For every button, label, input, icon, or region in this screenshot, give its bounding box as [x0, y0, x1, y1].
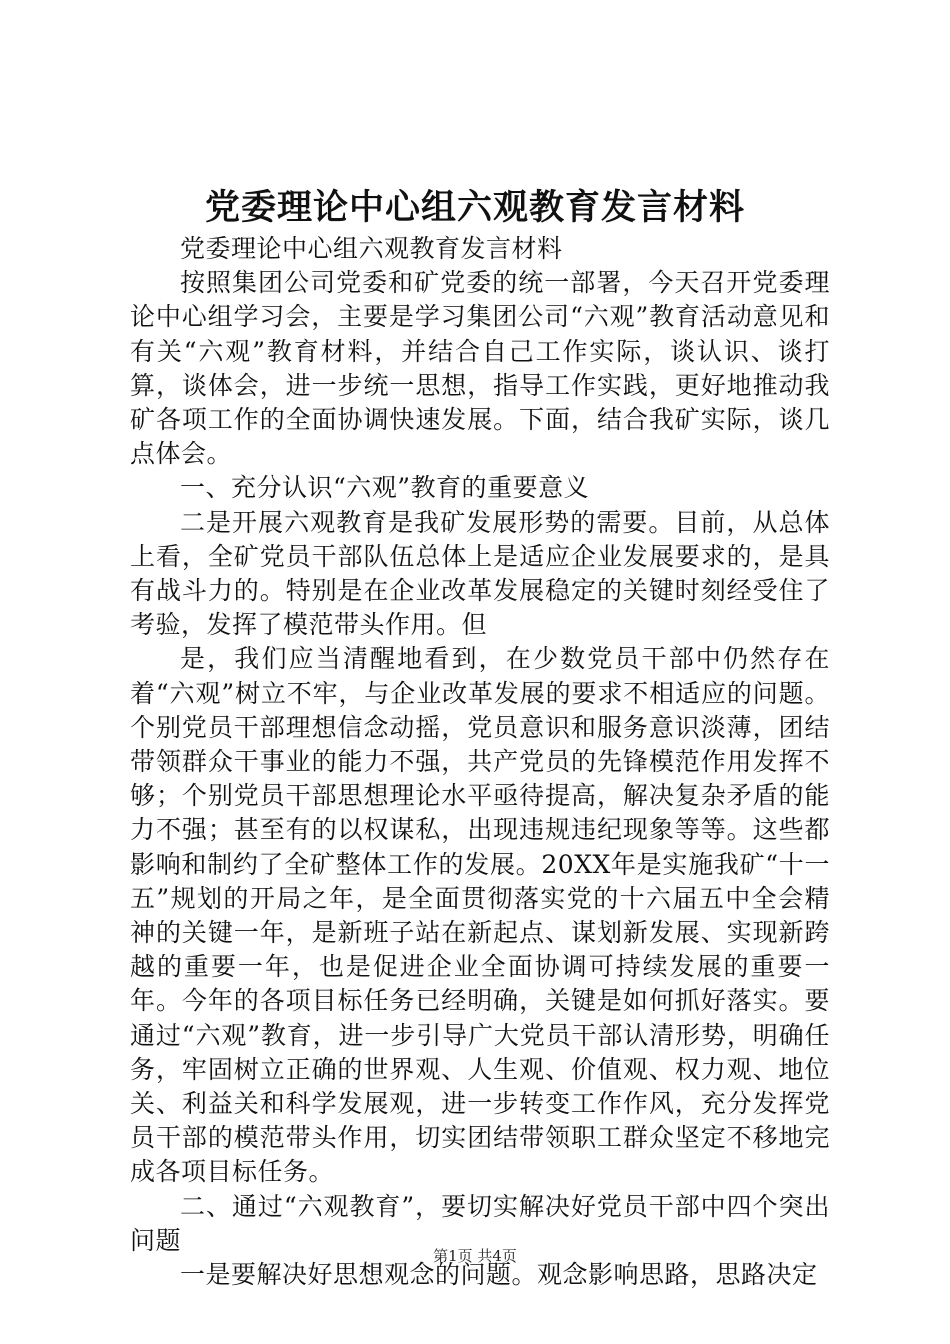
paragraph-second-point: 二是开展六观教育是我矿发展形势的需要。目前，从总体上看，全矿党员干部队伍总体上是适应企业发展要求的，是具有战斗力的。特别是在企业改革发展稳定的关键时刻经受住了考验，发挥了模范带头作用。但	[130, 507, 830, 640]
section-heading-2: 二、通过“六观教育”，要切实解决好党员干部中四个突出问题	[130, 1191, 830, 1255]
page-footer: 第1页 共4页	[433, 1247, 517, 1265]
document-title: 党委理论中心组六观教育发言材料	[204, 187, 745, 228]
section-heading-1: 一、充分认识“六观”教育的重要意义	[180, 473, 590, 503]
paragraph-subtitle: 党委理论中心组六观教育发言材料	[180, 234, 563, 263]
document-body	[130, 232, 830, 1292]
paragraph-intro: 按照集团公司党委和矿党委的统一部署，今天召开党委理论中心组学习会，主要是学习集团公司“六观”教育活动意见和有关“六观”教育材料，并结合自己工作实际，谈认识、谈打算，谈体会，进一步统一思想，指导工作实践，更好地推动我矿各项工作的全面协调快速发展。下面，结合我矿实际，谈几点体会。	[130, 268, 830, 469]
paragraph-first-problem: 一是要解决好思想观念的问题。观念影响思路，思路决定	[180, 1260, 818, 1290]
paragraph-continuation: 是，我们应当清醒地看到，在少数党员干部中仍然存在着“六观”树立不牢，与企业改革发展的要求不相适应的问题。个别党员干部理想信念动摇，党员意识和服务意识淡薄，团结带领群众干事业的能力不强，共产党员的先锋模范作用发挥不够；个别党员干部思想理论水平亟待提高，解决复杂矛盾的能力不强；甚至有的以权谋私，出现违规违纪现象等等。这些都影响和制约了全矿整体工作的发展。20XX年是实施我矿“十一五”规划的开局之年，是全面贯彻落实党的十六届五中全会精神的关键一年，是新班子站在新起点、谋划新发展、实现新跨越的重要一年，也是促进企业全面协调可持续发展的重要一年。今年的各项目标任务已经明确，关键是如何抓好落实。要通过“六观”教育，进一步引导广大党员干部认清形势，明确任务，牢固树立正确的世界观、人生观、价值观、权力观、地位关、利益关和科学发展观，进一步转变工作作风，充分发挥党员干部的模范带头作用，切实团结带领职工群众坚定不移地完成各项目标任务。	[130, 644, 830, 1187]
